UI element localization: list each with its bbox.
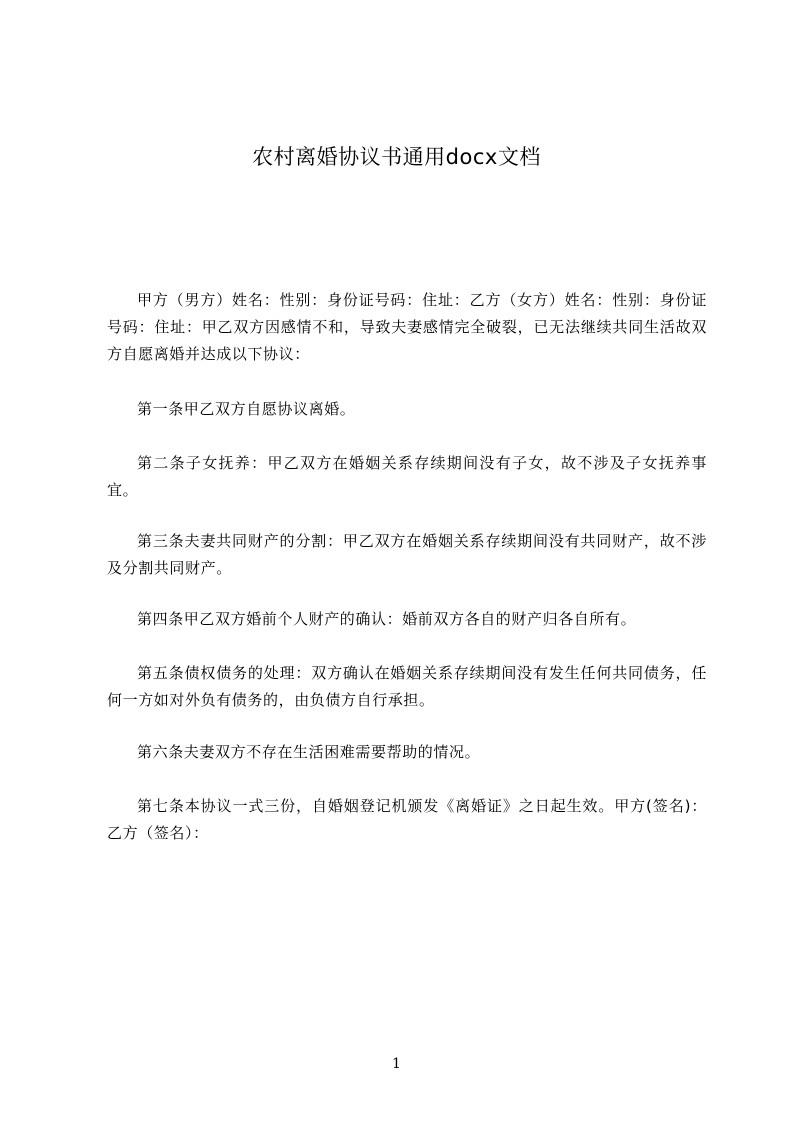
intro-paragraph: 甲方（男方）姓名：性别：身份证号码：住址：乙方（女方）姓名：性别：身份证号码：住址：甲乙双方因感情不和，导致夫妻感情完全破裂，已无法继续共同生活故双方自愿离婚并达成以下协议： (107, 291, 707, 363)
article-5-paragraph: 第五条债权债务的处理：双方确认在婚姻关系存续期间没有发生任何共同债务，任何一方如对外负有债务的，由负债方自行承担。 (107, 664, 707, 709)
article-1-paragraph: 第一条甲乙双方自愿协议离婚。 (137, 400, 356, 418)
article-4-paragraph: 第四条甲乙双方婚前个人财产的确认：婚前双方各自的财产归各自所有。 (137, 610, 637, 628)
page-number: 1 (392, 1056, 401, 1072)
article-7-paragraph: 第七条本协议一式三份，自婚姻登记机颁发《离婚证》之日起生效。甲方(签名)：乙方（签名）： (107, 797, 707, 842)
article-6-paragraph: 第六条夫妻双方不存在生活困难需要帮助的情况。 (137, 743, 481, 761)
document-title: 农村离婚协议书通用docx文档 (252, 145, 541, 169)
article-3-paragraph: 第三条夫妻共同财产的分割：甲乙双方在婚姻关系存续期间没有共同财产，故不涉及分割共同财产。 (107, 532, 707, 577)
article-2-paragraph: 第二条子女抚养：甲乙双方在婚姻关系存续期间没有子女，故不涉及子女抚养事宜。 (107, 454, 707, 499)
